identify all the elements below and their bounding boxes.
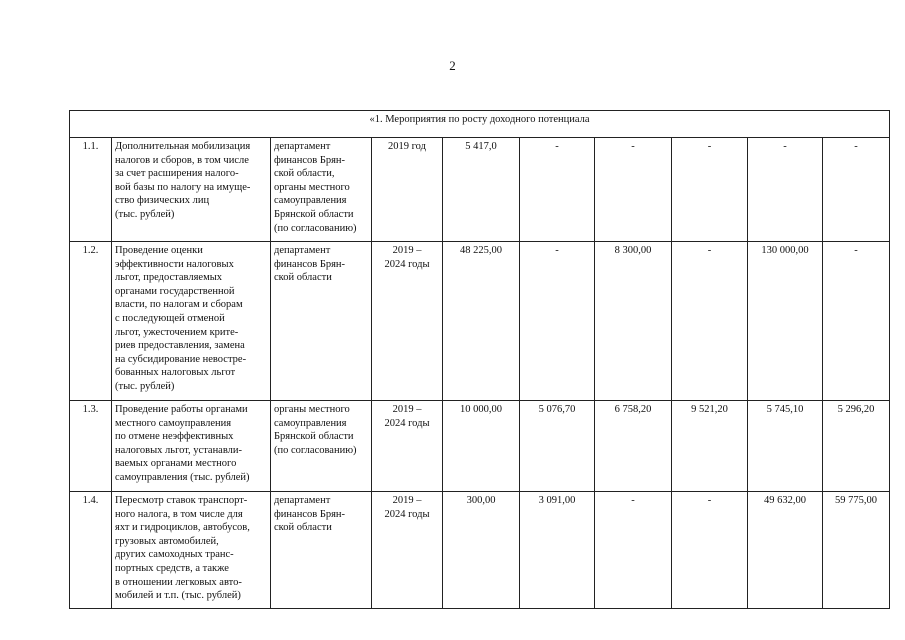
table-row (70, 138, 890, 242)
row-number: 1.2. (70, 242, 112, 401)
responsible-department: департамент финансов Брян- ской области, органы местного самоуправления Брянской области (по согласованию) (271, 138, 372, 242)
responsible-department: органы местного самоуправления Брянской области (по согласованию) (271, 401, 372, 492)
value-cell: 3 091,00 (520, 492, 595, 609)
value-cell: 6 758,20 (595, 401, 672, 492)
row-number: 1.4. (70, 492, 112, 609)
responsible-department: департамент финансов Брян- ской области (271, 492, 372, 609)
value-cell: 5 076,70 (520, 401, 595, 492)
period: 2019 – 2024 годы (372, 242, 443, 401)
value-cell: - (672, 242, 748, 401)
row-number: 1.1. (70, 138, 112, 242)
section-header-row (70, 111, 890, 138)
value-cell: 5 745,10 (748, 401, 823, 492)
measure-name: Проведение оценки эффективности налоговых льгот, предоставляемых органами государственной власти, по налогам и сборам с последующей отменой льгот, ужесточением крите- риев предоставления, замена на субсидирование невостре- бованных налоговых льгот (тыс. рублей) (112, 242, 271, 401)
value-cell: - (823, 138, 890, 242)
value-cell: - (672, 138, 748, 242)
value-cell: - (595, 138, 672, 242)
value-cell: 10 000,00 (443, 401, 520, 492)
value-cell: - (520, 138, 595, 242)
value-cell: 9 521,20 (672, 401, 748, 492)
responsible-department: департамент финансов Брян- ской области (271, 242, 372, 401)
table-row (70, 242, 890, 401)
period: 2019 год (372, 138, 443, 242)
row-number: 1.3. (70, 401, 112, 492)
value-cell: - (672, 492, 748, 609)
value-cell: 49 632,00 (748, 492, 823, 609)
period: 2019 – 2024 годы (372, 492, 443, 609)
measure-name: Пересмотр ставок транспорт- ного налога, в том числе для яхт и гидроциклов, автобусов, грузовых автомобилей, других самоходных транс- портных средств, а также в отношении легковых авто- мобилей и т.п. (тыс. рублей) (112, 492, 271, 609)
value-cell: - (595, 492, 672, 609)
measure-name: Дополнительная мобилизация налогов и сборов, в том числе за счет расширения налого- вой базы по налогу на имуще- ство физических лиц (тыс. рублей) (112, 138, 271, 242)
page-number: 2 (449, 58, 456, 73)
period: 2019 – 2024 годы (372, 401, 443, 492)
value-cell: 5 417,0 (443, 138, 520, 242)
value-cell: 59 775,00 (823, 492, 890, 609)
value-cell: 300,00 (443, 492, 520, 609)
value-cell: - (823, 242, 890, 401)
value-cell: - (520, 242, 595, 401)
table-row (70, 492, 890, 609)
measure-name: Проведение работы органами местного самоуправления по отмене неэффективных налоговых льгот, устанавли- ваемых органами местного самоуправления (тыс. рублей) (112, 401, 271, 492)
value-cell: - (748, 138, 823, 242)
value-cell: 48 225,00 (443, 242, 520, 401)
value-cell: 130 000,00 (748, 242, 823, 401)
value-cell: 5 296,20 (823, 401, 890, 492)
value-cell: 8 300,00 (595, 242, 672, 401)
section-title: «1. Мероприятия по росту доходного потенциала (70, 111, 890, 138)
table-row (70, 401, 890, 492)
measures-table (69, 110, 890, 609)
